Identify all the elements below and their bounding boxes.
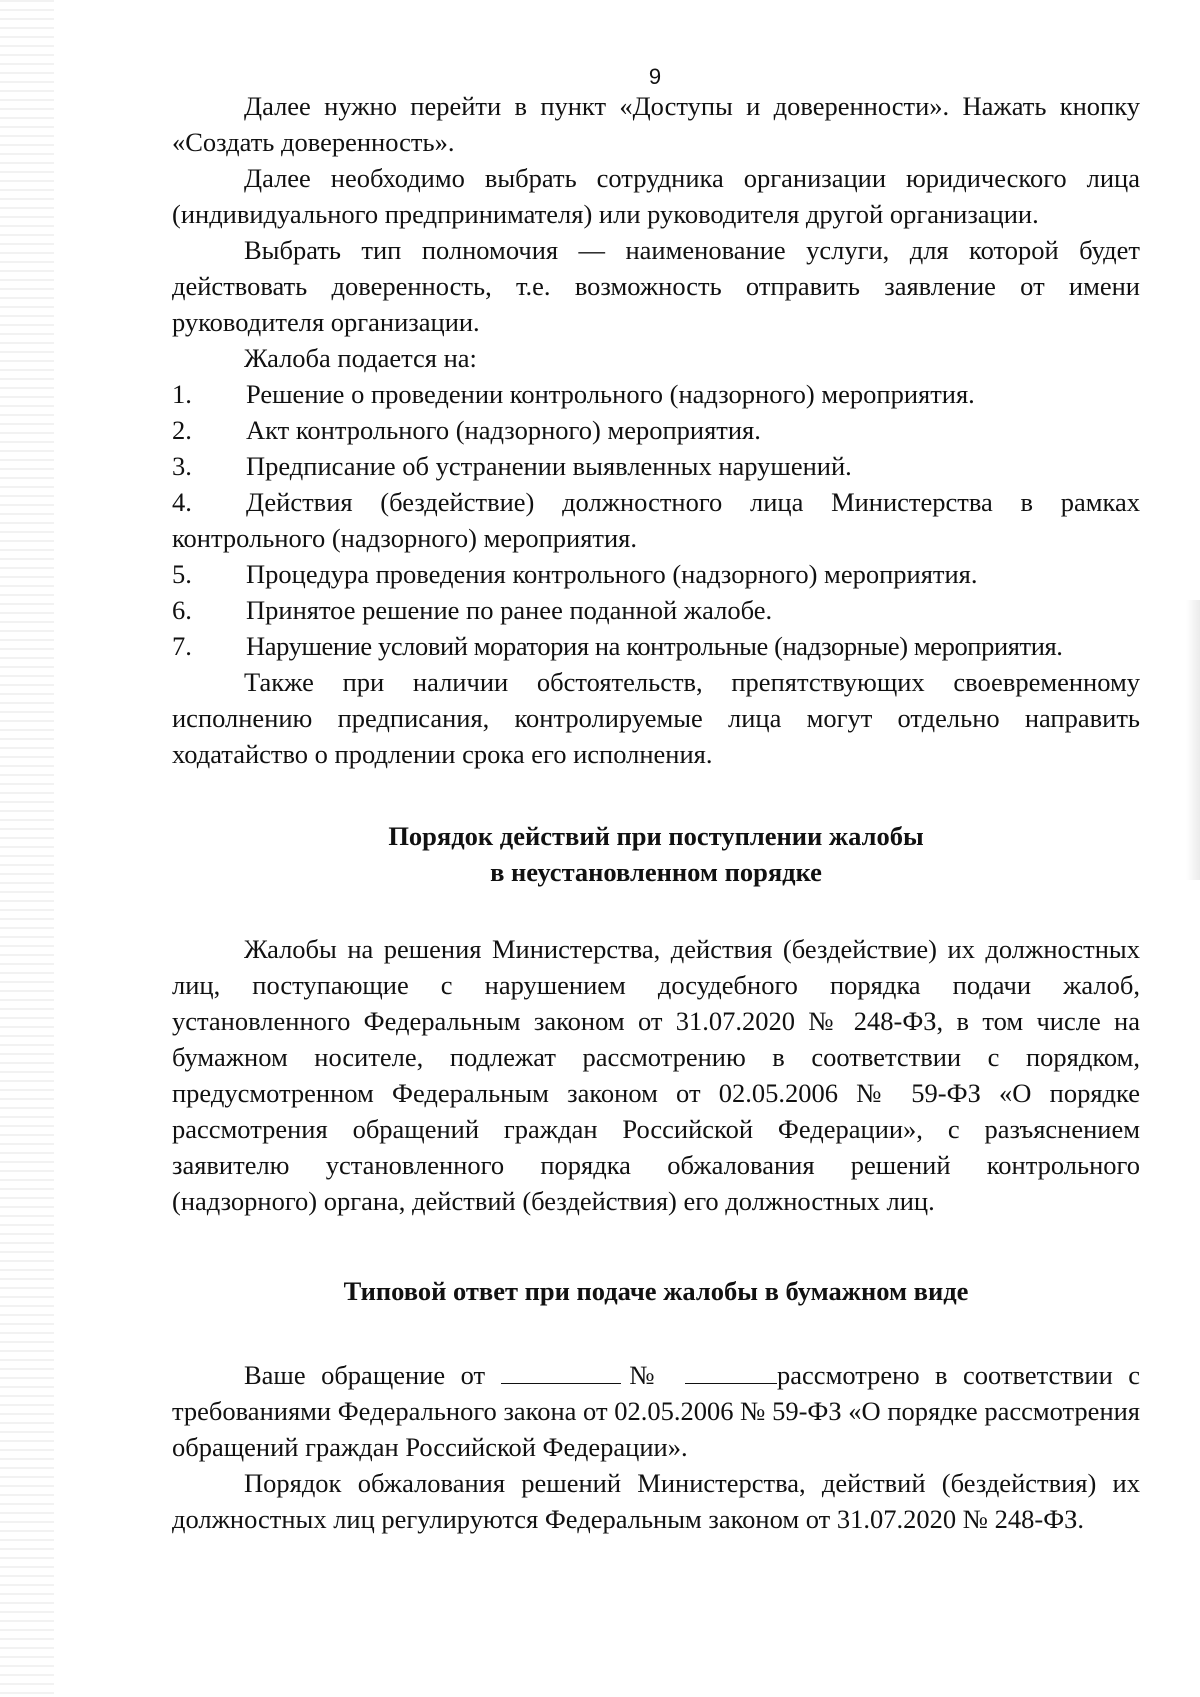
section-heading-typical-answer: Типовой ответ при подаче жалобы в бумажном виде bbox=[343, 1276, 969, 1306]
list-item-continuation: контрольного (надзорного) мероприятия. bbox=[172, 523, 637, 553]
list-item-number: 7. bbox=[172, 631, 192, 661]
list-item bbox=[172, 628, 1140, 664]
list-item bbox=[172, 484, 1140, 520]
list-item bbox=[172, 412, 1140, 448]
list-item-number: 5. bbox=[172, 559, 192, 589]
document-body bbox=[172, 88, 1140, 1537]
paragraph-employee: Далее необходимо выбрать сотрудника организации юридического лица (индивидуального предпринимателя) или руководителя другой организации. bbox=[172, 163, 1140, 229]
list-item-text: Действия (бездействие) должностного лица Министерства в рамках bbox=[246, 487, 1140, 517]
list-item-number: 2. bbox=[172, 415, 192, 445]
list-item-text: Принятое решение по ранее поданной жалобе. bbox=[246, 595, 773, 625]
list-item-text: Процедура проведения контрольного (надзорного) мероприятия. bbox=[246, 559, 978, 589]
list-item-number: 3. bbox=[172, 451, 192, 481]
answer-part-rest: рассмотрено в соответствии с требованиями Федерального закона от 02.05.2006 № 59-ФЗ «О порядке рассмотрения обращений граждан Российской Федерации». bbox=[172, 1360, 1141, 1462]
page-number: 9 bbox=[648, 64, 662, 89]
section-heading-line2: в неустановленном порядке bbox=[490, 857, 822, 887]
paragraph-typical-answer bbox=[172, 1357, 1140, 1465]
number-blank-line bbox=[685, 1359, 777, 1384]
date-blank-line bbox=[501, 1359, 621, 1384]
list-item bbox=[172, 556, 1140, 592]
paragraph-extension: Также при наличии обстоятельств, препятствующих своевременному исполнению предписания, контролируемые лица могут отдельно направить ходатайство о продлении срока его исполнения. bbox=[172, 667, 1140, 769]
paragraph-appeal-order: Порядок обжалования решений Министерства, действий (бездействия) их должностных лиц регулируются Федеральным законом от 31.07.2020 № 248-ФЗ. bbox=[172, 1468, 1140, 1534]
paragraph-access: Далее нужно перейти в пункт «Доступы и доверенности». Нажать кнопку «Создать доверенность». bbox=[172, 91, 1140, 157]
section-heading-line1: Порядок действий при поступлении жалобы bbox=[388, 821, 924, 851]
paragraph-complaint-intro: Жалоба подается на: bbox=[244, 343, 477, 373]
scan-edge-artifact-right bbox=[1186, 600, 1200, 880]
list-item-number: 1. bbox=[172, 379, 192, 409]
list-item-number: 6. bbox=[172, 595, 192, 625]
paragraph-improper-complaints: Жалобы на решения Министерства, действия (бездействие) их должностных лиц, поступающие с нарушением досудебного порядка подачи жалоб, установленного Федеральным законом от 31.07.2020 № 248-ФЗ, в том числе на бумажном носителе, подлежат рассмотрению в соответствии с порядком, предусмотренном Федеральным законом от 02.05.2006 № 59-ФЗ «О порядке рассмотрения обращений граждан Российской Федерации», с разъяснением заявителю установленного порядка обжалования решений контрольного (надзорного) органа, действий (бездействия) его должностных лиц. bbox=[172, 934, 1140, 1216]
answer-part-from: Ваше обращение от bbox=[244, 1360, 486, 1390]
list-item bbox=[172, 448, 1140, 484]
list-item bbox=[172, 376, 1140, 412]
list-item-number: 4. bbox=[172, 487, 192, 517]
paragraph-authority-type: Выбрать тип полномочия — наименование услуги, для которой будет действовать доверенность, т.е. возможность отправить заявление от имени руководителя организации. bbox=[172, 235, 1140, 337]
list-item-text: Акт контрольного (надзорного) мероприятия. bbox=[246, 415, 761, 445]
list-item-text: Предписание об устранении выявленных нарушений. bbox=[246, 451, 852, 481]
scan-edge-artifact bbox=[0, 0, 54, 1697]
list-item-text: Нарушение условий моратория на контрольные (надзорные) мероприятия. bbox=[246, 631, 1063, 661]
list-item bbox=[172, 592, 1140, 628]
answer-part-number: № bbox=[620, 1360, 664, 1390]
list-item-text: Решение о проведении контрольного (надзорного) мероприятия. bbox=[246, 379, 975, 409]
complaint-list bbox=[172, 376, 1140, 664]
